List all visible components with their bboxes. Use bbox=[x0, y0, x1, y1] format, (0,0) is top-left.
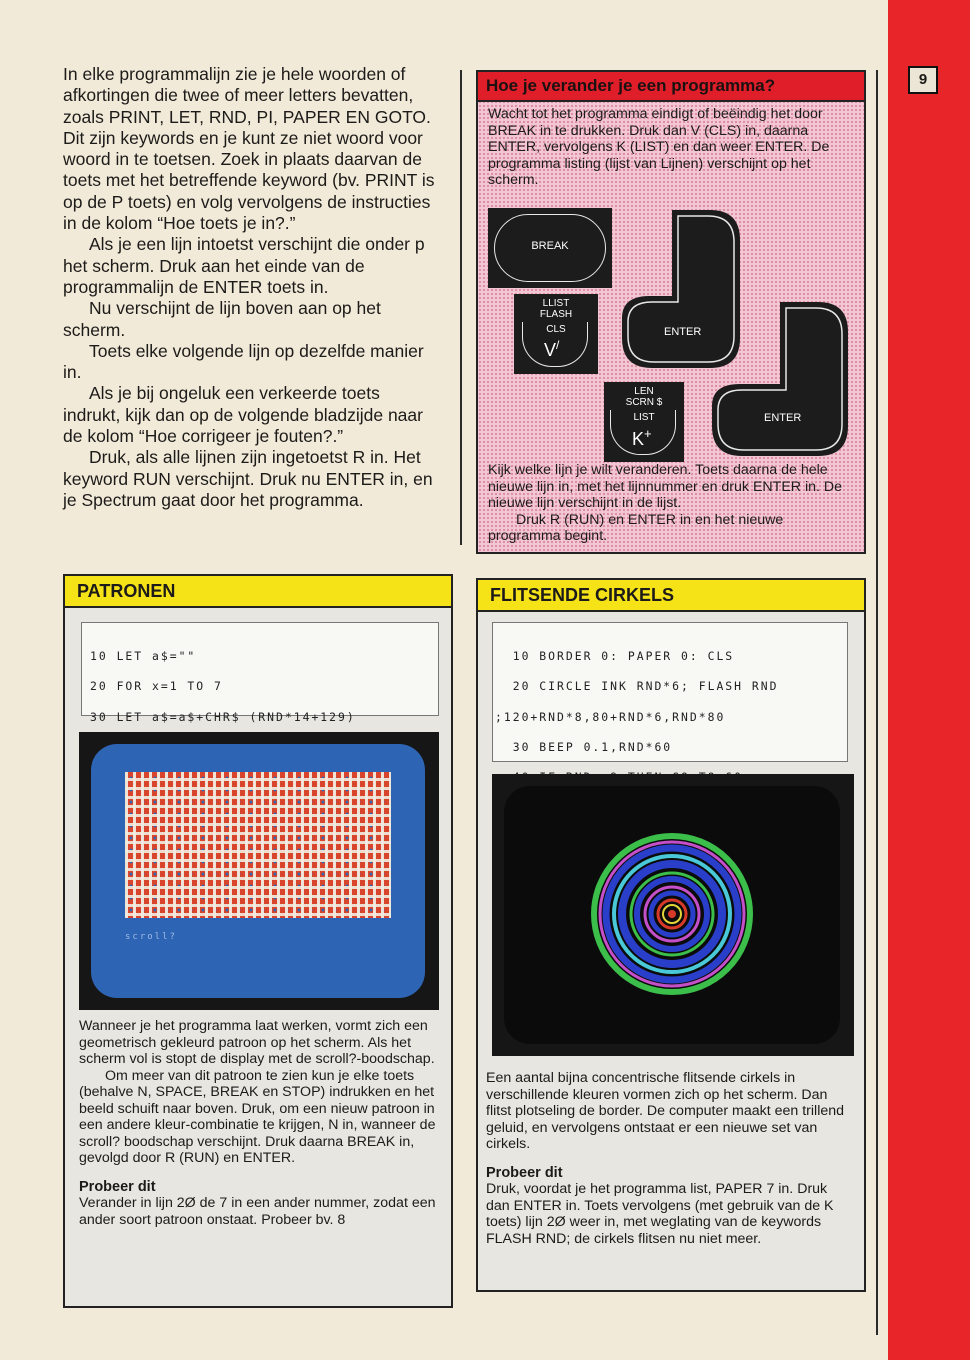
intro-paragraph: Nu verschijnt de lijn boven aan op het scherm. bbox=[63, 298, 381, 340]
intro-paragraph: Als je bij ongeluk een verkeerde toets indrukt, kijk dan op de volgende bladzijde naar de kolom “Hoe corrigeer je fouten?.” bbox=[63, 383, 423, 447]
enter-key-label: ENTER bbox=[664, 326, 702, 338]
code-line: 20 FOR x=1 TO 7 bbox=[90, 679, 223, 694]
tv-screen bbox=[91, 744, 425, 998]
instruction-text: Wacht tot het programma eindigt of beëindig het door BREAK in te drukken. Druk dan V (CLS) in, daarna ENTER, vervolgens K (LIST) en dan weer ENTER. De programma listing (lijst van Lijnen) verschijnt op het scherm. bbox=[488, 106, 830, 189]
intro-paragraph: In elke programmalijn zie je hele woorden of afkortingen die twee of meer letters bevatten, zoals PRINT, LET, RND, PI, PAPER EN GOTO. Dit zijn keywords en je kunt ze niet woord voor woord in te toetsen. Zoek in plaats daarvan de toets met het betreffende keyword (bv. PRINT is op de P toets) en volg vervolgens de instructies in de kolom “Hoe toets je in?.” bbox=[63, 64, 435, 234]
k-key bbox=[604, 382, 684, 462]
patronen-code-listing bbox=[81, 622, 439, 724]
code-line: 30 LET a$=a$+CHR$ (RND*14+129) bbox=[90, 709, 356, 724]
v-key-mid-label: CLS bbox=[546, 324, 566, 335]
v-key-top-label: LLIST bbox=[542, 298, 570, 309]
flitsende-code-listing bbox=[492, 622, 848, 762]
flitsende-cirkels-title: FLITSENDE CIRKELS bbox=[478, 580, 864, 612]
tv-screen bbox=[504, 786, 840, 1044]
change-program-text-bottom bbox=[478, 458, 864, 545]
tip-title: Probeer dit bbox=[79, 1178, 156, 1195]
break-key-label: BREAK bbox=[531, 240, 569, 252]
caption-text: Wanneer je het programma laat werken, vormt zich een geometrisch gekleurd patroon op het scherm. Als het scherm vol is stopt de display met de scroll?-boodschap. bbox=[79, 1018, 435, 1067]
instruction-text: Kijk welke lijn je wilt veranderen. Toets daarna de hele nieuwe lijn in, met het lijnnummer en druk ENTER in. De nieuwe lijn verschijnt in de lijst. bbox=[488, 462, 843, 512]
circles-screen-photo bbox=[492, 774, 854, 1056]
code-line: 20 CIRCLE INK RND*6; FLASH RND bbox=[495, 679, 779, 694]
intro-text bbox=[63, 64, 438, 511]
v-key-letter: V/ bbox=[544, 338, 560, 360]
patronen-box bbox=[63, 574, 453, 1308]
caption-text: Een aantal bijna concentrische flitsende cirkels in verschillende kleuren vormen zich op het scherm. Dan flitst plotseling de border. De computer maakt een trillend geluid, en vervolgens ontstaat er een nieuwe set van cirkels. bbox=[486, 1070, 845, 1152]
column-divider bbox=[460, 70, 462, 545]
code-line: ;120+RND*8,80+RND*6,RND*80 bbox=[495, 709, 726, 724]
intro-paragraph: Toets elke volgende lijn op dezelfde manier in. bbox=[63, 340, 424, 383]
change-program-box bbox=[476, 70, 866, 554]
enter-key-shape bbox=[710, 300, 850, 458]
patronen-title: PATRONEN bbox=[65, 576, 451, 608]
k-key-top-label: LEN bbox=[634, 386, 654, 397]
code-line: 10 LET a$="" bbox=[90, 649, 197, 664]
tip-text: Druk, voordat je het programma list, PAPER 7 in. Druk dan ENTER in. Toets vervolgens (met gebruik van de K toets) lijn 2Ø weer in, met weglating van de keywords FLASH RND; de cirkels flitsen nu niet meer. bbox=[486, 1181, 834, 1247]
code-line: 30 BEEP 0.1,RND*60 bbox=[495, 740, 673, 755]
change-program-title: Hoe je verander je een programma? bbox=[478, 72, 864, 102]
change-program-text-top bbox=[478, 102, 864, 189]
flitsende-cirkels-box bbox=[476, 578, 866, 1292]
patronen-screen-photo bbox=[79, 732, 439, 1010]
tip-text: Verander in lijn 2Ø de 7 in een ander nummer, zodat een ander soort patroon onstaat. Probeer bv. 8 bbox=[79, 1195, 436, 1228]
k-key-top-label-2: SCRN $ bbox=[625, 397, 663, 408]
k-key-mid-label: LIST bbox=[633, 412, 655, 423]
instruction-text: Druk R (RUN) en ENTER in en het nieuwe programma begint. bbox=[488, 511, 784, 545]
tip-title: Probeer dit bbox=[486, 1164, 563, 1181]
enter-key-label: ENTER bbox=[764, 412, 802, 424]
intro-paragraph: Als je een lijn intoetst verschijnt die onder p het scherm. Druk aan het einde van de programmalijn de ENTER toets in. bbox=[63, 234, 425, 297]
v-key bbox=[514, 294, 598, 374]
k-key-letter: K+ bbox=[632, 426, 652, 449]
flitsende-caption bbox=[486, 1070, 854, 1247]
red-side-bar bbox=[888, 0, 970, 1360]
scroll-prompt: scroll? bbox=[125, 932, 177, 942]
code-line: 10 BORDER 0: PAPER 0: CLS bbox=[495, 649, 735, 664]
page-number: 9 bbox=[908, 66, 938, 94]
caption-text: Om meer van dit patroon te zien kun je elke toets (behalve N, SPACE, BREAK en STOP) indrukken en het beeld schuift naar boven. Druk, om een nieuw patroon in een andere kleur-combinatie te krijgen, N in, wanneer de scroll? boodschap verschijnt. Druk daarna BREAK in, gevolgd door R (RUN) en ENTER. bbox=[79, 1067, 436, 1166]
break-key bbox=[488, 208, 612, 288]
concentric-circles bbox=[504, 786, 840, 1044]
patronen-caption bbox=[79, 1018, 443, 1228]
v-key-top-label-2: FLASH bbox=[539, 309, 573, 320]
side-divider bbox=[876, 70, 878, 1335]
geometric-pattern bbox=[125, 772, 391, 918]
intro-paragraph: Druk, als alle lijnen zijn ingetoetst R in. Het keyword RUN verschijnt. Druk nu ENTER in, en je Spectrum gaat door het programma. bbox=[63, 447, 433, 510]
